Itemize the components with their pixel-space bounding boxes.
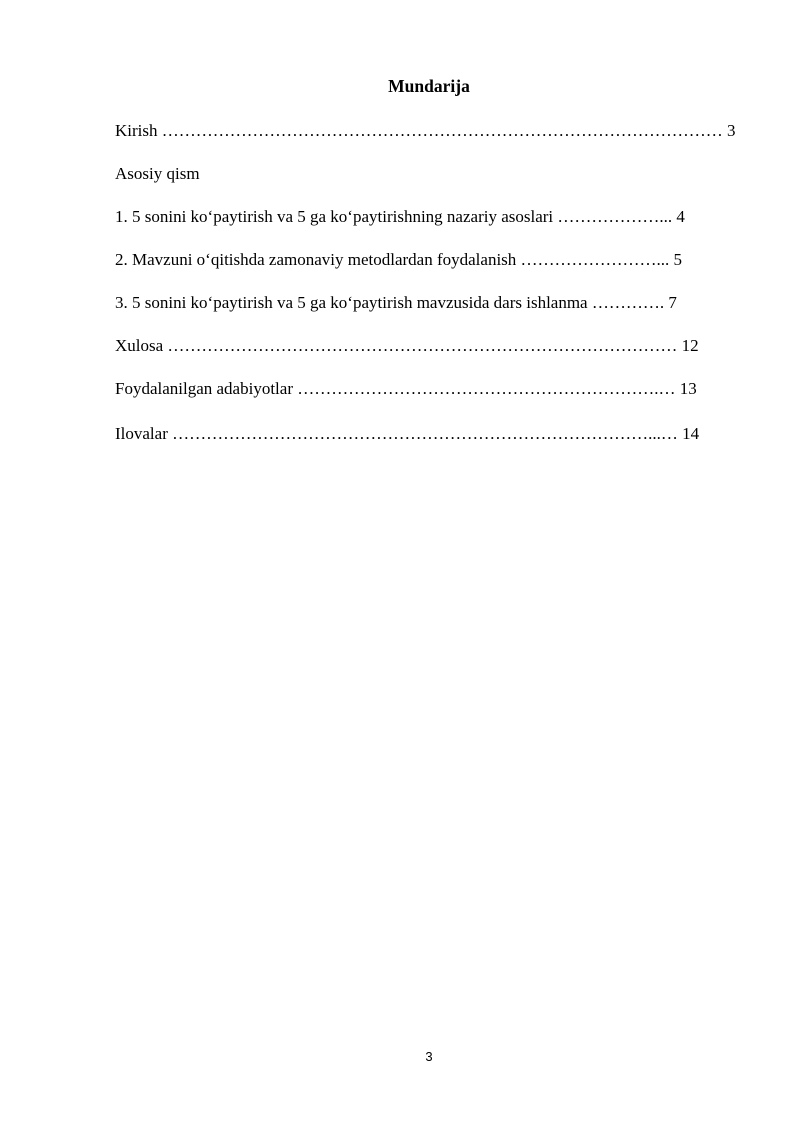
toc-entry-kirish: Kirish ……………………………………………………………………………………… 3 <box>115 121 736 140</box>
toc-entry-section-2: 2. Mavzuni o‘qitishda zamonaviy metodlardan foydalanish ……………………... 5 <box>115 250 683 269</box>
toc-entry-section-3: 3. 5 sonini ko‘paytirish va 5 ga ko‘paytirish mavzusida dars ishlanma …………. 7 <box>115 293 677 312</box>
toc-entry-section-1: 1. 5 sonini ko‘paytirish va 5 ga ko‘paytirishning nazariy asoslari ………………... 4 <box>115 207 685 226</box>
toc-entry-asosiy-qism: Asosiy qism <box>115 164 200 183</box>
toc-entry-foydalanilgan-adabiyotlar: Foydalanilgan adabiyotlar ……………………………………………………….… 13 <box>115 379 697 398</box>
toc-entry-xulosa: Xulosa ……………………………………………………………………………… 12 <box>115 336 699 355</box>
toc-title: Mundarija <box>388 76 470 96</box>
page-number: 3 <box>425 1049 433 1064</box>
toc-entry-ilovalar: Ilovalar …………………………………………………………………………...… 14 <box>115 424 700 443</box>
